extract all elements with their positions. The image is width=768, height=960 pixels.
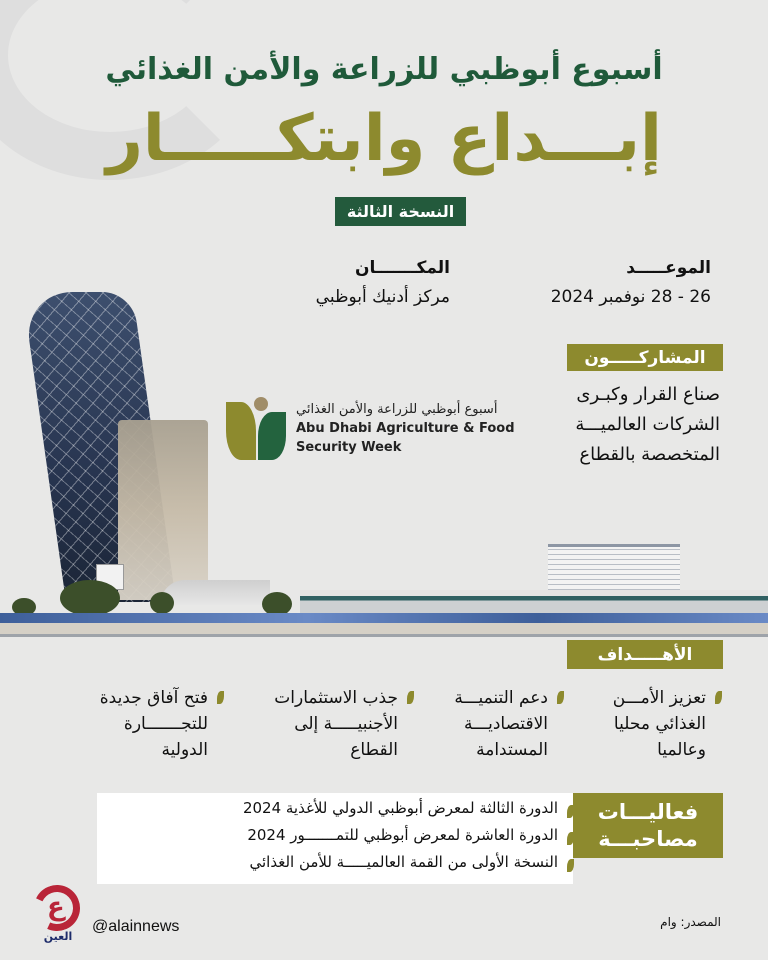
participants-badge: المشاركـــــون (567, 344, 723, 371)
participants-text (520, 380, 720, 470)
goal-item: تعزيز الأمـــن الغذائي محليا وعالميا (581, 685, 706, 763)
goals-badge: الأهـــــداف (567, 640, 723, 669)
events-list (97, 793, 573, 884)
participants-line: الشركات العالميـــة (575, 414, 720, 435)
date-label: الموعـــــد (626, 258, 711, 278)
logo-english-1: Abu Dhabi Agriculture & Food (296, 421, 515, 436)
participants-line: صناع القرار وكبـرى (576, 384, 720, 405)
tower-glass-facade (118, 420, 208, 600)
palm-tree (150, 592, 174, 614)
logo-english-2: Security Week (296, 440, 402, 455)
leaf-bullet-icon (557, 691, 564, 704)
event-item: الدورة الثالثة لمعرض أبوظبي الدولي للأغذية 2024 (243, 799, 558, 817)
date-value: 26 - 28 نوفمبر 2024 (550, 287, 711, 307)
tower-canopy (160, 580, 270, 605)
participants-line: المتخصصة بالقطاع (579, 444, 720, 465)
goal-item: فتح آفاق جديدة للتجـــــــارة الدولية (68, 685, 208, 763)
page-title: أسبوع أبوظبي للزراعة والأمن الغذائي (105, 52, 663, 87)
alain-logo-glyph: ع (47, 892, 65, 922)
event-item: النسخة الأولى من القمة العالميـــــة للأمن الغذائي (249, 853, 558, 871)
event-logo-text (296, 400, 526, 457)
fence (0, 613, 768, 623)
source-credit: المصدر: وام (660, 915, 721, 929)
edition-badge: النسخة الثالثة (335, 197, 466, 226)
logo-leaf-olive-icon (226, 402, 256, 460)
leaf-bullet-icon (567, 859, 574, 872)
event-item: الدورة العاشرة لمعرض أبوظبي للتمـــــــور 2024 (247, 826, 558, 844)
logo-dot-icon (254, 397, 268, 411)
leaf-bullet-icon (715, 691, 722, 704)
wall (0, 623, 768, 637)
venue-label: المكـــــــان (354, 258, 450, 278)
logo-arabic: أسبوع أبوظبي للزراعة والأمن الغذائي (296, 402, 498, 417)
goal-item: دعم التنميـــة الاقتصاديـــة المستدامة (423, 685, 548, 763)
events-badge: فعاليـــات مصاحبـــة (573, 793, 723, 858)
social-handle[interactable]: @alainnews (92, 918, 180, 935)
goal-item: جذب الاستثمارات الأجنبيـــــة إلى القطاع (253, 685, 398, 763)
logo-leaf-green-icon (258, 412, 286, 460)
page-subtitle: إبـــداع وابتكـــــار (106, 102, 662, 176)
alain-logo-name: العين (43, 930, 73, 943)
leaf-bullet-icon (407, 691, 414, 704)
tree (60, 580, 120, 616)
leaf-bullet-icon (217, 691, 224, 704)
venue-value: مركز أدنيك أبوظبي (315, 287, 450, 307)
